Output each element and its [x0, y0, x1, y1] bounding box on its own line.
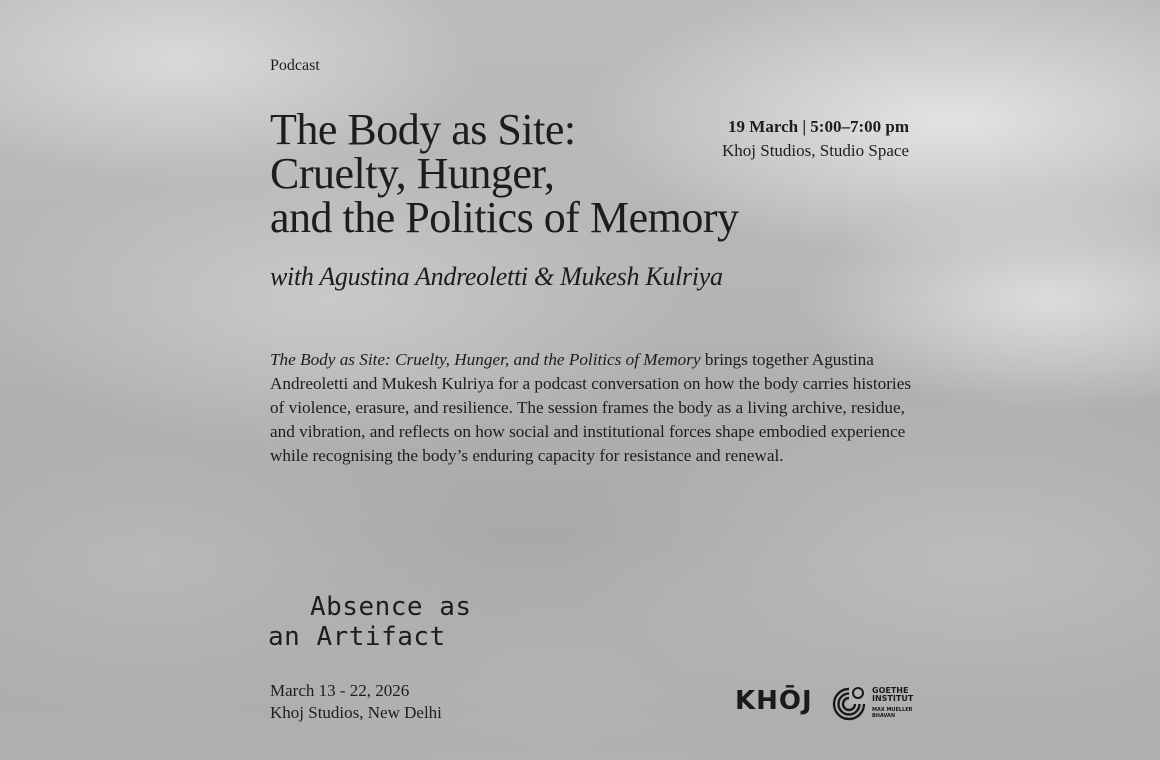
goethe-sub-1: MAX MUELLER [872, 707, 913, 713]
goethe-wordmark [872, 687, 913, 703]
event-type-label: Podcast [270, 57, 320, 74]
series-dates: March 13 - 22, 2026 [270, 681, 410, 700]
goethe-line-1: GOETHE [872, 686, 909, 695]
event-description [270, 348, 920, 468]
goethe-mark-icon [832, 685, 868, 721]
khoj-logo: KHŌJ [735, 686, 813, 716]
series-title [268, 592, 472, 652]
event-date-time: 19 March | 5:00–7:00 pm [728, 117, 909, 136]
series-location: Khoj Studios, New Delhi [270, 703, 442, 722]
description-text: brings together Agustina Andreoletti and Mukesh Kulriya for a podcast conversation on how the body carries histories of violence, erasure, and resilience. The session frames the body as a living archive, residue, and vibration, and reflects on how social and institutional forces shape embodied experience while recognising the body’s enduring capacity for resistance and renewal. [270, 350, 912, 465]
event-title-line-3: and the Politics of Memory [270, 193, 739, 242]
goethe-institut-logo [832, 685, 922, 725]
goethe-line-2: INSTITUT [872, 694, 914, 703]
event-venue: Khoj Studios, Studio Space [721, 141, 909, 160]
event-meta [722, 115, 909, 163]
goethe-sub-2: BHAVAN [872, 713, 896, 719]
event-speakers: with Agustina Andreoletti & Mukesh Kulriya [270, 262, 723, 291]
event-title-line-1: The Body as Site: [270, 105, 576, 154]
event-title-line-2: Cruelty, Hunger, [270, 149, 555, 198]
goethe-subtext [872, 707, 913, 719]
series-info [270, 680, 442, 724]
series-title-line-2: an Artifact [268, 622, 446, 652]
series-title-line-1: Absence as [310, 592, 472, 622]
description-title: The Body as Site: Cruelty, Hunger, and the Politics of Memory [270, 350, 701, 369]
